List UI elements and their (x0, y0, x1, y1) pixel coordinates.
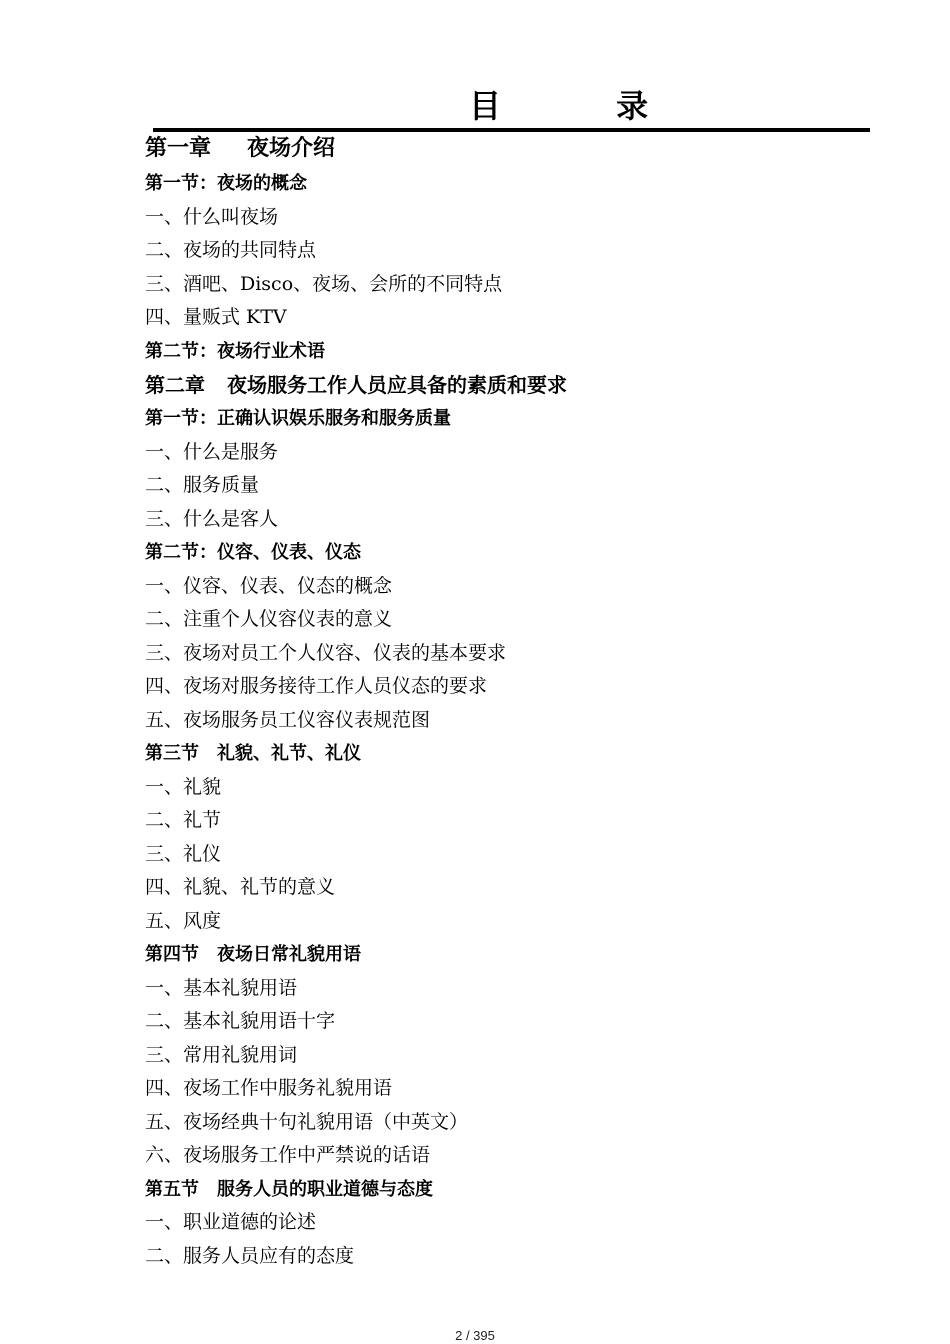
toc-section-entry (145, 938, 845, 972)
toc-entry-text: 夜场服务工作人员应具备的素质和要求 (227, 373, 567, 397)
toc-entry-text: 夜场介绍 (247, 136, 336, 161)
toc-item-entry (145, 871, 845, 905)
toc-entry-text: 二、注重个人仪容仪表的意义 (145, 608, 393, 630)
toc-chapter2-entry (145, 368, 845, 402)
toc-entry-text: 一、职业道德的论述 (145, 1211, 317, 1233)
toc-item-entry (145, 637, 845, 671)
toc-entry-text: 一、基本礼貌用语 (145, 976, 298, 999)
toc-item-entry (145, 201, 845, 235)
toc-entry-text: 三、酒吧、Disco、夜场、会所的不同特点 (145, 272, 503, 295)
toc-entry-text: 三、什么是客人 (145, 507, 279, 530)
toc-section-entry (145, 1173, 845, 1207)
toc-item-entry (145, 1139, 845, 1173)
toc-item-entry (145, 1072, 845, 1106)
toc-entry-text: 三、常用礼貌用词 (145, 1043, 298, 1066)
toc-entry-text: 三、礼仪 (145, 842, 222, 865)
toc-entry-text: 五、夜场经典十句礼貌用语（中英文） (145, 1110, 469, 1133)
toc-chapter-entry (145, 131, 845, 167)
toc-entry-text: 五、夜场服务员工仪容仪表规范图 (145, 708, 431, 731)
toc-entry-text: 四、量贩式 KTV (145, 306, 287, 328)
toc-entry-text: 二、服务人员应有的态度 (145, 1244, 355, 1267)
toc-section-entry (145, 737, 845, 771)
toc-item-entry (145, 301, 845, 335)
toc-entry-text: 四、夜场对服务接待工作人员仪态的要求 (145, 675, 488, 697)
table-of-contents (145, 131, 845, 1273)
toc-entry-text: 五、风度 (145, 909, 222, 932)
toc-item-entry (145, 670, 845, 704)
toc-entry-text: 六、夜场服务工作中严禁说的话语 (145, 1144, 431, 1166)
toc-item-entry (145, 234, 845, 268)
toc-entry-text: 四、礼貌、礼节的意义 (145, 876, 336, 898)
toc-item-entry (145, 838, 845, 872)
toc-entry-text: 第一节：夜场的概念 (145, 173, 307, 194)
toc-entry-text: 三、夜场对员工个人仪容、仪表的基本要求 (145, 641, 507, 664)
toc-chapter-number: 第一章 (145, 136, 212, 161)
toc-item-entry (145, 570, 845, 604)
toc-item-entry (145, 1206, 845, 1240)
toc-item-entry (145, 972, 845, 1006)
page-title: 目 录 (469, 87, 701, 125)
toc-section-entry (145, 335, 845, 369)
toc-section-entry (145, 536, 845, 570)
toc-item-entry (145, 1240, 845, 1274)
toc-entry-text: 第二节：夜场行业术语 (145, 340, 325, 362)
page-number: 2 / 395 (455, 1328, 495, 1343)
toc-entry-text: 二、服务质量 (145, 474, 260, 496)
toc-entry-text: 第一节：正确认识娱乐服务和服务质量 (145, 408, 451, 429)
toc-entry-text: 第二节：仪容、仪表、仪态 (145, 542, 361, 563)
toc-item-entry (145, 436, 845, 470)
toc-section-entry (145, 402, 845, 436)
toc-entry-text: 一、仪容、仪表、仪态的概念 (145, 574, 393, 597)
toc-entry-text: 二、夜场的共同特点 (145, 239, 317, 261)
toc-entry-text: 第五节 服务人员的职业道德与态度 (145, 1178, 433, 1200)
toc-item-entry (145, 905, 845, 939)
toc-entry-text: 一、礼貌 (145, 775, 222, 798)
toc-item-entry (145, 469, 845, 503)
toc-entry-text: 一、什么是服务 (145, 440, 279, 463)
toc-item-entry (145, 1005, 845, 1039)
toc-entry-text: 四、夜场工作中服务礼貌用语 (145, 1077, 393, 1099)
toc-chapter-number: 第二章 (145, 373, 205, 397)
toc-item-entry (145, 603, 845, 637)
toc-item-entry (145, 503, 845, 537)
toc-item-entry (145, 704, 845, 738)
toc-item-entry (145, 804, 845, 838)
toc-entry-text: 第三节 礼貌、礼节、礼仪 (145, 743, 361, 764)
toc-item-entry (145, 268, 845, 302)
toc-entry-text: 二、礼节 (145, 809, 222, 831)
toc-item-entry (145, 1039, 845, 1073)
toc-item-entry (145, 1106, 845, 1140)
toc-entry-text: 第四节 夜场日常礼貌用语 (145, 944, 361, 965)
toc-item-entry (145, 771, 845, 805)
title-block (153, 84, 870, 132)
toc-entry-text: 二、基本礼貌用语十字 (145, 1010, 336, 1032)
toc-section-entry (145, 167, 845, 201)
toc-entry-text: 一、什么叫夜场 (145, 205, 279, 228)
